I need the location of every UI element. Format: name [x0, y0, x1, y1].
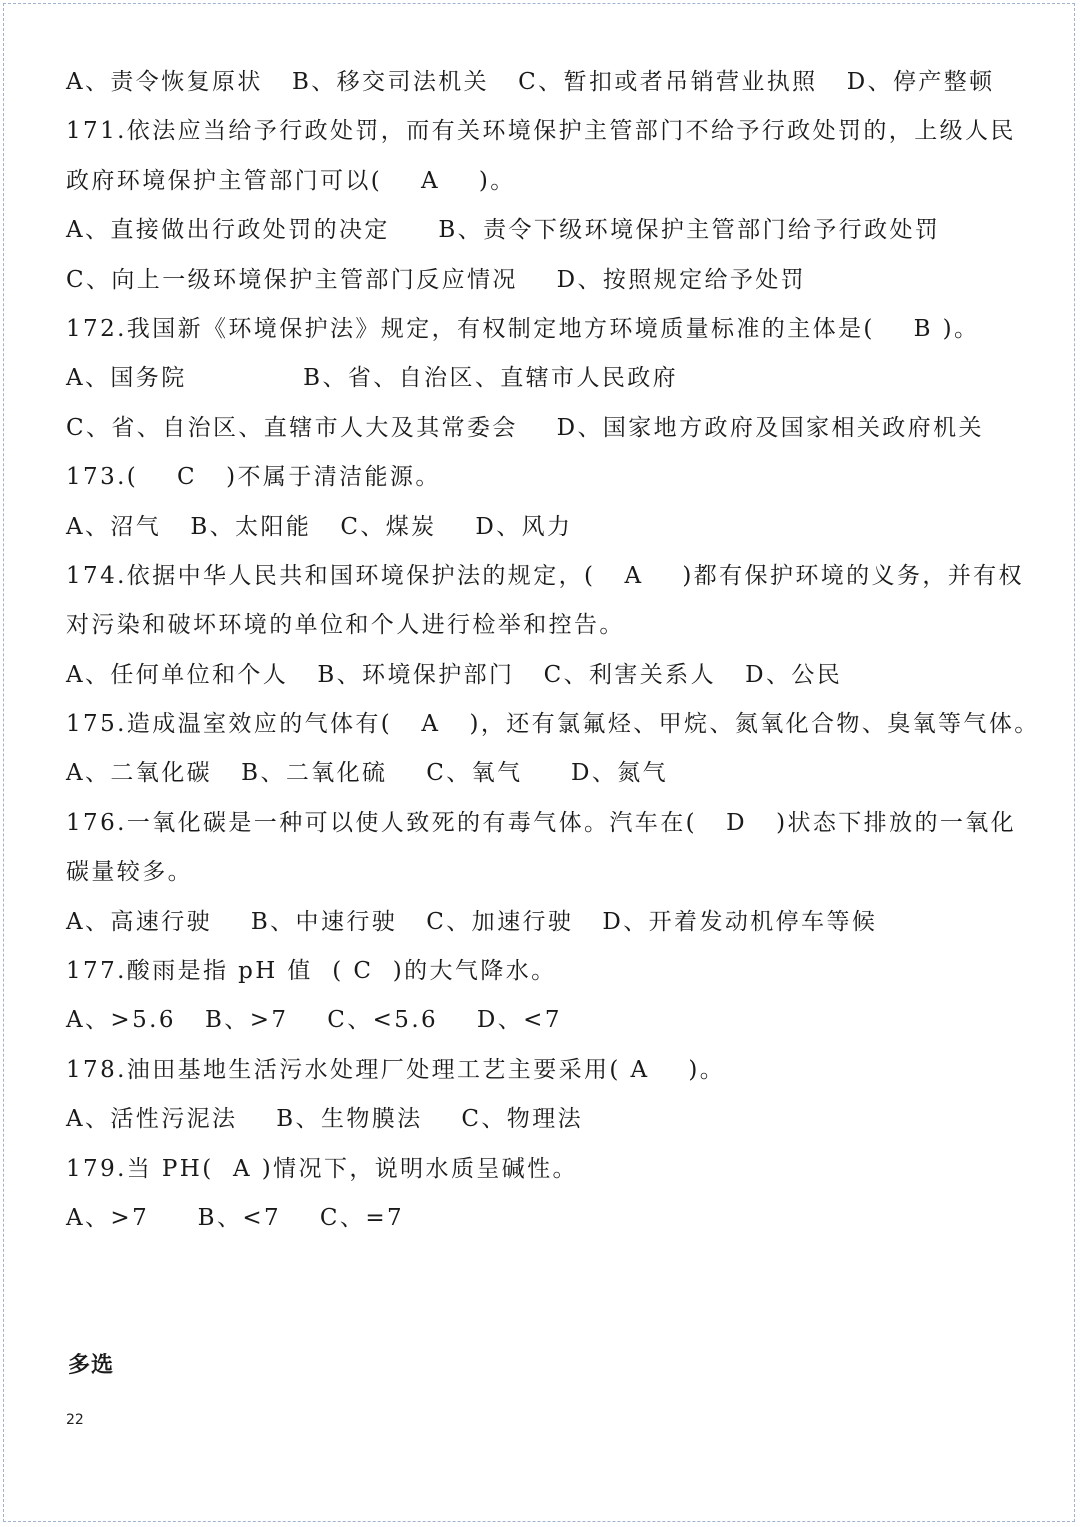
- document-body: [66, 58, 1040, 1243]
- question-178-options: A、活性污泥法 B、生物膜法 C、物理法: [66, 1106, 583, 1133]
- question-174-options: A、任何单位和个人 B、环境保护部门 C、利害关系人 D、公民: [66, 661, 843, 688]
- question-171: 171.依法应当给予行政处罚，而有关环境保护主管部门不给予行政处罚的，上级人民: [66, 118, 1016, 145]
- question-179: 179.当 PH( A )情况下，说明水质呈碱性。: [66, 1155, 578, 1182]
- question-173-options: A、沼气 B、太阳能 C、煤炭 D、风力: [66, 513, 573, 540]
- question-176: 176.一氧化碳是一种可以使人致死的有毒气体。汽车在( D )状态下排放的一氧化: [66, 809, 1017, 836]
- question-179-options: A、>7 B、<7 C、=7: [66, 1204, 405, 1231]
- page-number: 22: [66, 1412, 84, 1428]
- question-171-continued: 政府环境保护主管部门可以( A )。: [66, 167, 516, 194]
- question-172-options-cd: C、省、自治区、直辖市人大及其常委会 D、国家地方政府及国家相关政府机关: [66, 414, 984, 441]
- question-175-options: A、二氧化碳 B、二氧化硫 C、氧气 D、氮气: [66, 760, 669, 787]
- question-178: 178.油田基地生活污水处理厂处理工艺主要采用( A )。: [66, 1056, 726, 1083]
- question-171-options-ab: A、直接做出行政处罚的决定 B、责令下级环境保护主管部门给予行政处罚: [66, 217, 941, 244]
- question-174: 174.依据中华人民共和国环境保护法的规定，( A )都有保护环境的义务，并有权: [66, 562, 1024, 589]
- question-172: 172.我国新《环境保护法》规定，有权制定地方环境质量标准的主体是( B )。: [66, 315, 980, 342]
- option-line: A、责令恢复原状 B、移交司法机关 C、暂扣或者吊销营业执照 D、停产整顿: [66, 69, 995, 95]
- question-176-continued: 碳量较多。: [66, 859, 193, 886]
- question-172-options-ab: A、国务院 B、省、自治区、直辖市人民政府: [66, 365, 679, 392]
- question-176-options: A、高速行驶 B、中速行驶 C、加速行驶 D、开着发动机停车等候: [66, 908, 878, 935]
- question-177-options: A、>5.6 B、>7 C、<5.6 D、<7: [66, 1007, 562, 1034]
- question-173: 173.( C )不属于清洁能源。: [66, 464, 441, 491]
- question-175: 175.造成温室效应的气体有( A )，还有氯氟烃、甲烷、氮氧化合物、臭氧等气体。: [66, 711, 1040, 738]
- question-171-options-cd: C、向上一级环境保护主管部门反应情况 D、按照规定给予处罚: [66, 266, 807, 293]
- question-174-continued: 对污染和破坏环境的单位和个人进行检举和控告。: [66, 612, 625, 639]
- question-177: 177.酸雨是指 pH 值 ( C )的大气降水。: [66, 958, 557, 985]
- section-title-multiple-choice: 多选: [68, 1352, 115, 1378]
